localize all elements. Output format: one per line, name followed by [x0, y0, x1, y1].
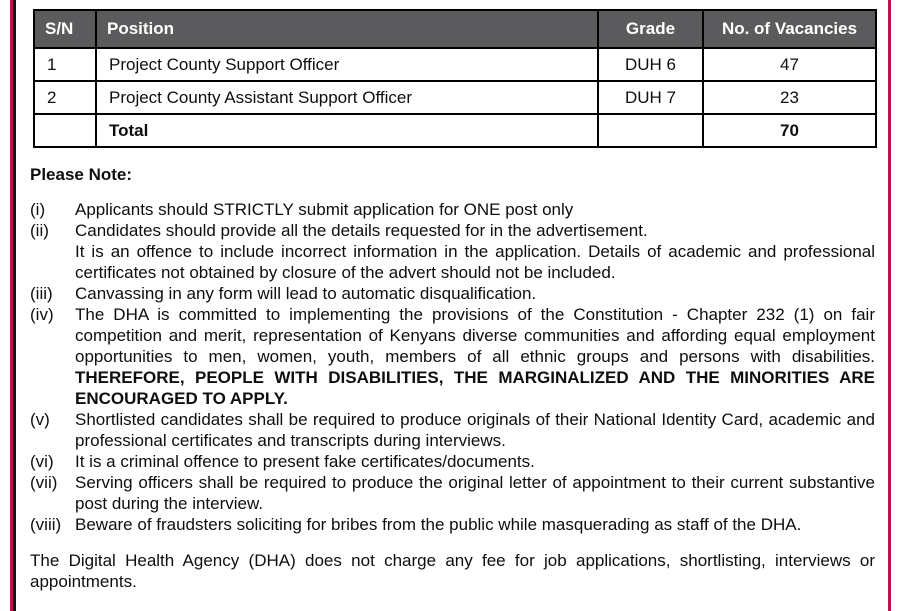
note-text [75, 472, 875, 514]
note-item-iii [30, 283, 875, 304]
note-text [75, 283, 875, 304]
note-paragraph: It is a criminal offence to present fake certificates/documents. [75, 452, 535, 471]
note-marker: (vi) [30, 452, 54, 471]
table-row [34, 48, 876, 81]
note-text [75, 304, 875, 409]
note-paragraph: Shortlisted candidates shall be required to produce originals of their National Identity Card, academic and professional certificates and transcripts during interviews. [75, 410, 875, 450]
cell-grade: DUH 6 [598, 48, 703, 81]
note-text [75, 199, 875, 220]
cell-position: Project County Support Officer [96, 48, 598, 81]
no-fee-statement: The Digital Health Agency (DHA) does not charge any fee for job applications, shortlisting, interviews or appointments. [30, 551, 875, 591]
note-item-ii [30, 220, 875, 283]
note-item-vii [30, 472, 875, 514]
cell-vacancies: 47 [703, 48, 876, 81]
page-border-right-crimson [888, 0, 891, 611]
header-vacancies: No. of Vacancies [703, 10, 876, 48]
note-marker: (vii) [30, 473, 58, 492]
note-paragraph [75, 304, 875, 409]
please-note-heading: Please Note: [30, 165, 133, 184]
note-text-normal: The DHA is committed to implementing the provisions of the Constitution - Chapter 232 (1) on fair competition and merit, representation of Kenyans diverse communities and affording equal employment opportunities to men, women, youth, members of all ethnic groups and persons with disabilities. [75, 305, 875, 366]
header-sn: S/N [34, 10, 96, 48]
cell-grade: DUH 7 [598, 81, 703, 114]
note-text [75, 409, 875, 451]
note-text [75, 451, 875, 472]
vacancies-table [33, 9, 877, 148]
note-text [75, 220, 875, 283]
note-item-v [30, 409, 875, 451]
cell-total-vacancies: 70 [703, 114, 876, 147]
note-item-iv [30, 304, 875, 409]
note-item-viii [30, 514, 875, 535]
note-marker: (i) [30, 200, 46, 219]
note-marker: (iii) [30, 284, 53, 303]
table-header-row [34, 10, 876, 48]
cell-total-label: Total [96, 114, 598, 147]
note-marker: (v) [30, 410, 50, 429]
note-paragraph: Serving officers shall be required to produce the original letter of appointment to their current substantive post during the interview. [75, 473, 875, 513]
note-item-i [30, 199, 875, 220]
page-border-left-black [13, 0, 16, 611]
cell-sn: 2 [34, 81, 96, 114]
note-text-bold: THEREFORE, PEOPLE WITH DISABILITIES, THE MARGINALIZED AND THE MINORITIES ARE ENCOURAGED TO APPLY. [75, 368, 875, 408]
note-paragraph: Candidates should provide all the details requested for in the advertisement. [75, 221, 648, 240]
note-text [75, 514, 875, 535]
header-grade: Grade [598, 10, 703, 48]
cell-sn-empty [34, 114, 96, 147]
notes-list [30, 199, 875, 535]
cell-sn: 1 [34, 48, 96, 81]
note-marker: (iv) [30, 305, 54, 324]
note-item-vi [30, 451, 875, 472]
cell-position: Project County Assistant Support Officer [96, 81, 598, 114]
note-marker: (ii) [30, 221, 49, 240]
note-marker: (viii) [30, 515, 62, 534]
header-position: Position [96, 10, 598, 48]
table-total-row [34, 114, 876, 147]
note-paragraph: Beware of fraudsters soliciting for bribes from the public while masquerading as staff of the DHA. [75, 515, 802, 534]
table-row [34, 81, 876, 114]
page-content [30, 9, 875, 592]
cell-vacancies: 23 [703, 81, 876, 114]
cell-grade-empty [598, 114, 703, 147]
note-paragraph: Canvassing in any form will lead to automatic disqualification. [75, 284, 537, 303]
note-paragraph: It is an offence to include incorrect information in the application. Details of academic and professional certificates not obtained by closure of the advert should not be included. [75, 242, 875, 282]
note-paragraph: Applicants should STRICTLY submit application for ONE post only [75, 200, 574, 219]
